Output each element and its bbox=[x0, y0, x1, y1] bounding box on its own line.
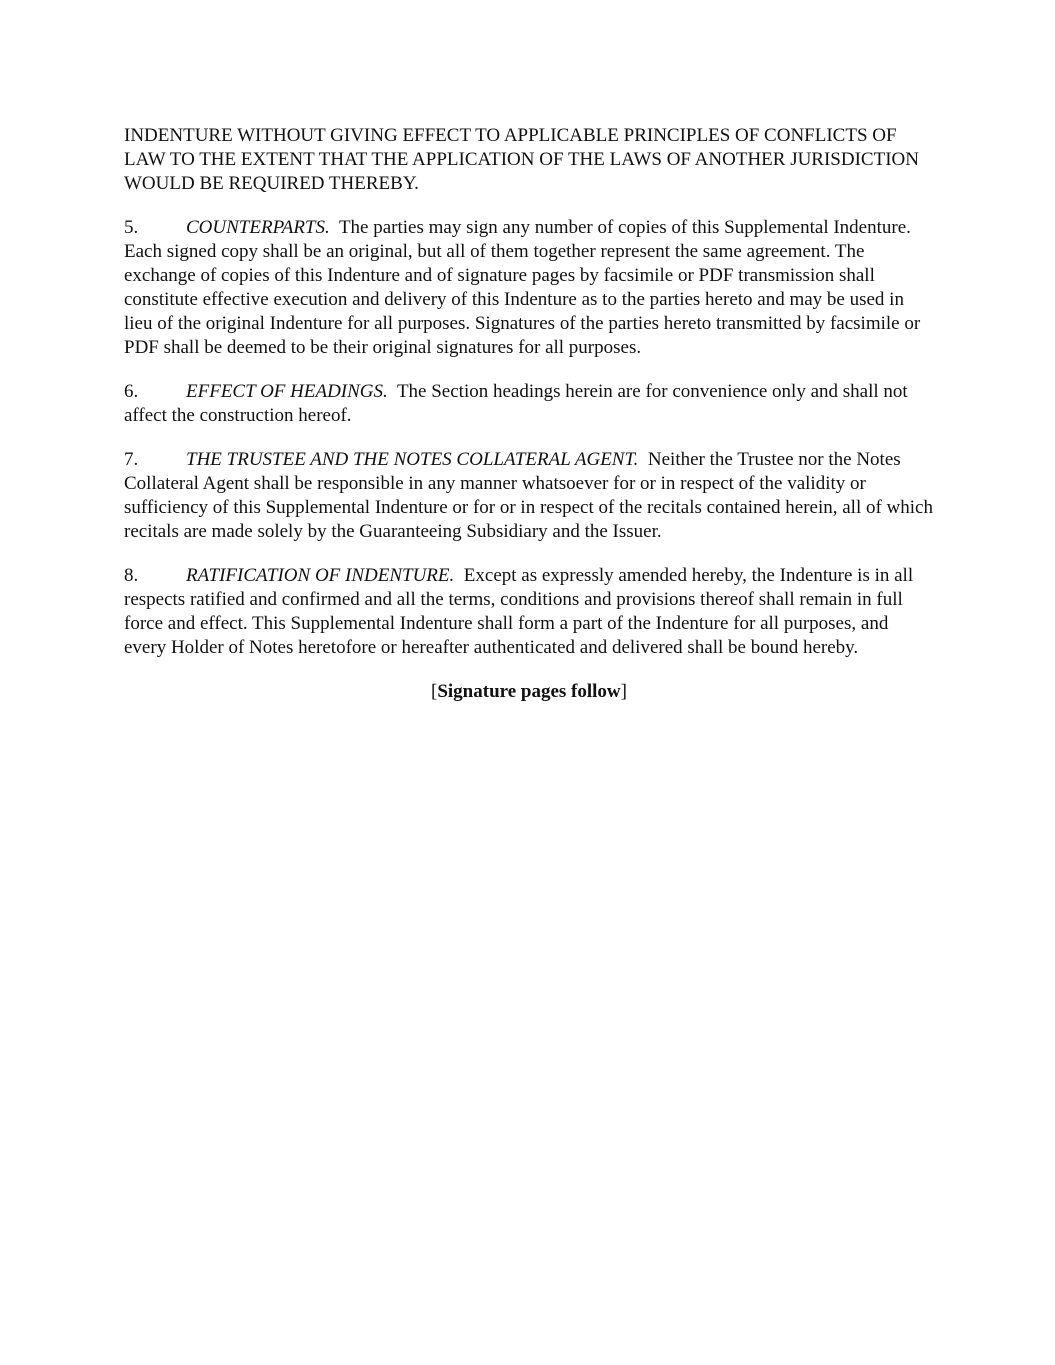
section-title: EFFECT OF HEADINGS. bbox=[186, 381, 388, 402]
section-title: RATIFICATION OF INDENTURE. bbox=[186, 565, 455, 586]
section-body: Except as expressly amended hereby, the Indenture is in all respects ratified and confirmed and all the terms, conditions and provisions thereof shall remain in full force and effect. This Supplemental Indenture shall form a part of the Indenture for all purposes, and every Holder of Notes heretofore or hereafter authenticated and delivered shall be bound hereby. bbox=[124, 565, 914, 658]
section-5 bbox=[124, 216, 934, 360]
section-title: THE TRUSTEE AND THE NOTES COLLATERAL AGENT. bbox=[186, 449, 639, 470]
intro-paragraph: INDENTURE WITHOUT GIVING EFFECT TO APPLICABLE PRINCIPLES OF CONFLICTS OF LAW TO THE EXTENT THAT THE APPLICATION OF THE LAWS OF ANOTHER JURISDICTION WOULD BE REQUIRED THEREBY. bbox=[124, 125, 919, 194]
section-8 bbox=[124, 564, 934, 660]
section-title: COUNTERPARTS. bbox=[186, 217, 330, 238]
section-7 bbox=[124, 448, 934, 544]
document-page bbox=[124, 124, 934, 704]
section-number: 8. bbox=[124, 565, 139, 586]
section-body: The Section headings herein are for convenience only and shall not affect the construction hereof. bbox=[124, 381, 908, 426]
section-6 bbox=[124, 380, 934, 428]
section-number: 7. bbox=[124, 449, 139, 470]
signature-pages-text: Signature pages follow bbox=[437, 681, 621, 702]
open-bracket: [ bbox=[431, 681, 438, 702]
section-body: Neither the Trustee nor the Notes Collateral Agent shall be responsible in any manner whatsoever for or in respect of the validity or sufficiency of this Supplemental Indenture or for or in respect of the recitals contained herein, all of which recitals are made solely by the Guaranteeing Subsidiary and the Issuer. bbox=[124, 449, 933, 542]
section-number: 5. bbox=[124, 217, 139, 238]
section-number: 6. bbox=[124, 381, 139, 402]
close-bracket: ] bbox=[620, 681, 627, 702]
signature-pages-note bbox=[124, 680, 934, 704]
section-body: The parties may sign any number of copies of this Supplemental Indenture. Each signed copy shall be an original, but all of them together represent the same agreement. The exchange of copies of this Indenture and of signature pages by facsimile or PDF transmission shall constitute effective execution and delivery of this Indenture as to the parties hereto and may be used in lieu of the original Indenture for all purposes. Signatures of the parties hereto transmitted by facsimile or PDF shall be deemed to be their original signatures for all purposes. bbox=[124, 217, 921, 358]
